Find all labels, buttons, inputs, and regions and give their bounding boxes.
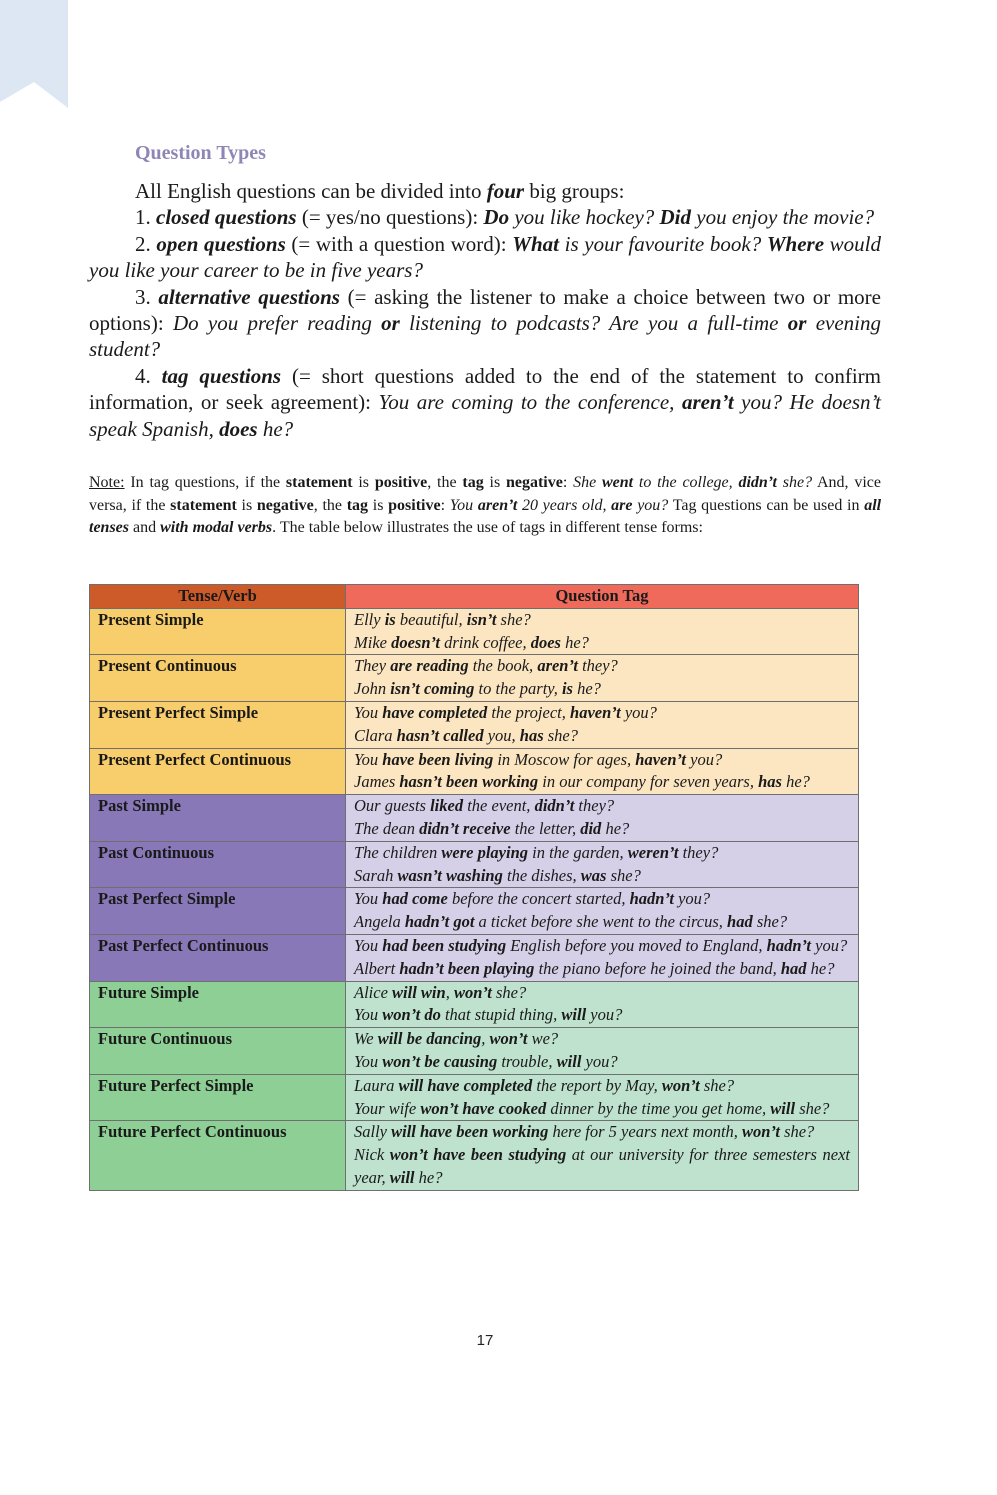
- example-bold: has: [519, 725, 544, 745]
- group-definition: (= asking the listener to make a choice between two or more options):: [89, 284, 882, 336]
- table-row: [90, 608, 859, 655]
- example-bold: is: [384, 609, 396, 629]
- example-bold: had come: [382, 889, 448, 909]
- tense-cell: Present Perfect Continuous: [90, 748, 346, 795]
- example-sentence: [354, 982, 850, 1005]
- example-text: you like hockey?: [509, 205, 660, 230]
- header-tense-verb: Tense/Verb: [90, 585, 346, 609]
- example-bold: does: [530, 632, 561, 652]
- table-row: [90, 934, 859, 981]
- table-row: [90, 1121, 859, 1190]
- section-heading: Question Types: [135, 142, 266, 164]
- example-text: in Moscow for ages,: [493, 749, 636, 769]
- example-bold: will: [556, 1051, 582, 1071]
- example-bold: doesn’t: [391, 632, 440, 652]
- example-text: The children: [354, 842, 442, 862]
- note-bold: negative: [256, 496, 314, 514]
- table-row: [90, 795, 859, 842]
- tag-example-cell: [346, 1028, 859, 1075]
- tag-example-cell: [346, 934, 859, 981]
- example-bold: aren’t: [681, 390, 734, 415]
- example-text: a ticket before she went to the circus,: [474, 912, 728, 932]
- example-text: You: [354, 1005, 383, 1025]
- note-label: Note:: [89, 474, 125, 491]
- intro-text: All English questions can be divided into: [135, 179, 487, 203]
- example-text: Sarah: [354, 865, 398, 885]
- note-text: Tag questions can be used in: [668, 496, 865, 514]
- example-sentence: [354, 958, 850, 981]
- tense-cell: Past Simple: [90, 795, 346, 842]
- page-corner-decoration: [0, 0, 68, 108]
- group-open-questions: [89, 231, 881, 284]
- example-text: Mike: [354, 632, 392, 652]
- tense-cell: Future Perfect Simple: [90, 1074, 346, 1121]
- example-bold: haven’t: [635, 749, 687, 769]
- example-sentence: [354, 1051, 850, 1074]
- example-bold: won’t: [661, 1075, 700, 1095]
- example-text: they?: [577, 656, 618, 676]
- example-text: beautiful,: [395, 609, 467, 629]
- example-text: They: [354, 656, 391, 676]
- example-sentence: [354, 1121, 850, 1144]
- example-bold: What: [512, 231, 559, 256]
- example-sentence: [354, 771, 850, 794]
- page-number: 17: [476, 1332, 494, 1349]
- example-bold: didn’t: [534, 796, 575, 816]
- tag-example-cell: [346, 655, 859, 702]
- example-text: they?: [678, 842, 719, 862]
- tense-cell: Future Simple: [90, 981, 346, 1028]
- table-row: [90, 841, 859, 888]
- note-text: And, vice versa, if the: [89, 474, 881, 514]
- example-text: Alice: [354, 982, 393, 1002]
- example-text: Clara: [354, 725, 397, 745]
- example-text: he?: [781, 772, 810, 792]
- note-text: :: [440, 496, 450, 514]
- example-text: Laura: [354, 1075, 399, 1095]
- example-bold: will be dancing: [377, 1029, 482, 1049]
- example-text: English before you moved to England,: [506, 935, 767, 955]
- example-text: the book,: [468, 656, 538, 676]
- example-bold: Where: [766, 231, 825, 256]
- example-sentence: [354, 935, 850, 958]
- example-text: drink coffee,: [440, 632, 531, 652]
- example-text: at our university for three semesters next year,: [354, 1145, 850, 1187]
- example-bold: hasn’t been working: [399, 772, 539, 792]
- body-text: [89, 178, 881, 442]
- example-text: you? He doesn’t speak Spanish,: [89, 390, 881, 441]
- note-text: is: [352, 474, 375, 491]
- example-bold: is: [561, 679, 573, 699]
- example-text: Do you prefer reading: [172, 311, 382, 336]
- tag-example-cell: [346, 1074, 859, 1121]
- example-sentence: [354, 865, 850, 888]
- example-bold: Do: [483, 205, 510, 230]
- example-text: the piano before he joined the band,: [534, 958, 781, 978]
- note-example: you?: [632, 496, 669, 514]
- example-bold: hadn’t: [766, 935, 811, 955]
- example-sentence: [354, 795, 850, 818]
- example-text: You: [354, 749, 383, 769]
- tag-example-cell: [346, 701, 859, 748]
- example-text: Albert: [354, 958, 400, 978]
- group-term: tag questions: [161, 363, 282, 388]
- example-text: evening student?: [89, 311, 882, 362]
- example-text: We: [354, 1029, 378, 1049]
- example-text: she?: [752, 912, 788, 932]
- table-body: [90, 608, 859, 1190]
- note-text: and: [129, 519, 161, 536]
- tense-cell: Future Perfect Continuous: [90, 1121, 346, 1190]
- example-sentence: [354, 749, 850, 772]
- example-text: the event,: [463, 796, 535, 816]
- example-text: The dean: [354, 818, 420, 838]
- example-bold: won’t: [489, 1029, 528, 1049]
- note-text: , the: [427, 474, 463, 491]
- group-alternative-questions: [89, 284, 881, 363]
- note-example: She: [573, 474, 602, 491]
- tag-example-cell: [346, 795, 859, 842]
- example-text: to the party,: [474, 679, 562, 699]
- example-text: you?: [586, 1005, 623, 1025]
- note-bold: negative: [505, 474, 563, 491]
- example-bold: does: [219, 416, 258, 441]
- example-text: you?: [620, 702, 657, 722]
- example-text: he?: [414, 1167, 443, 1187]
- example-text: ,: [445, 982, 454, 1002]
- table-row: [90, 748, 859, 795]
- table-row: [90, 1028, 859, 1075]
- example-sentence: [354, 609, 850, 632]
- example-bold: hasn’t called: [396, 725, 484, 745]
- table-row: [90, 888, 859, 935]
- example-bold: was: [580, 865, 607, 885]
- table-row: [90, 701, 859, 748]
- example-bold: did: [580, 818, 602, 838]
- example-bold: won’t have cooked: [420, 1098, 547, 1118]
- note-example-bold: didn’t: [738, 474, 777, 491]
- table-row: [90, 981, 859, 1028]
- example-bold: will have completed: [398, 1075, 533, 1095]
- example-bold: liked: [430, 796, 464, 816]
- tag-example-cell: [346, 608, 859, 655]
- example-text: he?: [560, 632, 589, 652]
- note-example: You: [449, 496, 478, 514]
- example-bold: has: [758, 772, 782, 792]
- example-text: you?: [686, 749, 723, 769]
- tense-cell: Future Continuous: [90, 1028, 346, 1075]
- example-text: he?: [806, 958, 835, 978]
- example-sentence: [354, 632, 850, 655]
- example-text: Nick: [354, 1145, 390, 1165]
- example-sentence: [354, 1144, 850, 1190]
- note-example: to the college,: [633, 474, 739, 491]
- example-bold: haven’t: [570, 702, 621, 722]
- group-number: 4.: [135, 363, 162, 388]
- example-text: you?: [811, 935, 848, 955]
- example-bold: have been living: [382, 749, 494, 769]
- example-text: Sally: [354, 1122, 392, 1142]
- example-bold: are reading: [390, 656, 469, 676]
- question-tag-table: [89, 584, 859, 1191]
- tense-cell: Present Simple: [90, 608, 346, 655]
- group-number: 2.: [135, 231, 157, 256]
- example-sentence: [354, 888, 850, 911]
- example-text: she?: [496, 609, 531, 629]
- example-text: You are coming to the conference,: [378, 390, 682, 415]
- tense-cell: Present Continuous: [90, 655, 346, 702]
- example-text: James: [354, 772, 400, 792]
- note-text: , the: [313, 496, 347, 514]
- example-text: he?: [257, 416, 294, 441]
- example-text: he?: [601, 818, 630, 838]
- group-term: closed questions: [156, 205, 297, 230]
- example-sentence: [354, 702, 850, 725]
- example-sentence: [354, 1028, 850, 1051]
- note-text: is: [368, 496, 389, 514]
- example-bold: won’t be causing: [382, 1051, 498, 1071]
- note-bold: tag: [462, 474, 484, 491]
- header-question-tag: Question Tag: [346, 585, 859, 609]
- note-text: is: [483, 474, 506, 491]
- note-example: she?: [776, 474, 813, 491]
- example-text: here for 5 years next month,: [548, 1122, 743, 1142]
- example-bold: hadn’t: [629, 889, 674, 909]
- example-text: you?: [673, 889, 711, 909]
- example-bold: wasn’t washing: [397, 865, 503, 885]
- example-text: she?: [543, 725, 579, 745]
- group-term: open questions: [156, 231, 286, 256]
- example-bold: were playing: [441, 842, 528, 862]
- example-text: trouble,: [497, 1051, 557, 1071]
- example-bold: had: [727, 912, 753, 932]
- example-bold: won’t: [453, 982, 492, 1002]
- note-example-bold: aren’t: [477, 496, 518, 514]
- note-bold: positive: [388, 496, 441, 514]
- group-number: 3.: [135, 284, 159, 309]
- example-text: You: [354, 702, 383, 722]
- example-sentence: [354, 1075, 850, 1098]
- example-text: dinner by the time you get home,: [546, 1098, 771, 1118]
- example-text: You: [354, 889, 383, 909]
- example-sentence: [354, 655, 850, 678]
- example-bold: will have been working: [391, 1122, 549, 1142]
- group-definition: (= yes/no questions):: [296, 205, 484, 230]
- tense-cell: Past Perfect Continuous: [90, 934, 346, 981]
- table-row: [90, 655, 859, 702]
- intro-text: big groups:: [524, 179, 625, 203]
- example-bold: isn’t coming: [390, 679, 475, 699]
- example-sentence: [354, 725, 850, 748]
- example-text: Angela: [354, 912, 405, 932]
- intro-emphasis: four: [486, 179, 525, 203]
- example-bold: hadn’t been playing: [399, 958, 535, 978]
- group-number: 1.: [135, 205, 156, 230]
- tag-example-cell: [346, 748, 859, 795]
- example-text: she?: [606, 865, 641, 885]
- example-text: they?: [574, 796, 615, 816]
- example-text: ,: [481, 1029, 490, 1049]
- group-tag-questions: [89, 363, 881, 442]
- example-bold: will: [770, 1098, 796, 1118]
- example-text: she?: [491, 982, 527, 1002]
- example-text: the project,: [487, 702, 571, 722]
- example-text: would you like your career to be in five years?: [89, 231, 882, 283]
- example-bold: will: [389, 1167, 415, 1187]
- example-bold: won’t do: [382, 1005, 441, 1025]
- note-text: In tag questions, if the: [124, 474, 286, 491]
- note-example: 20 years old,: [517, 496, 612, 514]
- example-bold: isn’t: [466, 609, 497, 629]
- tag-example-cell: [346, 888, 859, 935]
- note-example-bold: are: [611, 496, 633, 514]
- example-bold: or: [381, 311, 400, 336]
- example-sentence: [354, 911, 850, 934]
- tense-cell: Past Perfect Simple: [90, 888, 346, 935]
- example-bold: weren’t: [627, 842, 679, 862]
- example-sentence: [354, 678, 850, 701]
- table-row: [90, 1074, 859, 1121]
- example-bold: aren’t: [537, 656, 578, 676]
- example-text: You: [354, 935, 383, 955]
- note-example-bold: all tenses: [89, 496, 882, 536]
- example-text: Elly: [354, 609, 385, 629]
- note-example-bold: with modal verbs: [160, 519, 273, 536]
- example-text: You: [354, 1051, 383, 1071]
- example-text: that stupid thing,: [440, 1005, 562, 1025]
- note-bold: positive: [374, 474, 428, 491]
- example-text: she?: [795, 1098, 830, 1118]
- example-text: you enjoy the movie?: [691, 205, 875, 230]
- example-text: the report by May,: [532, 1075, 662, 1095]
- example-text: we?: [527, 1029, 559, 1049]
- example-sentence: [354, 842, 850, 865]
- note-paragraph: [89, 472, 881, 540]
- note-bold: statement: [170, 496, 237, 514]
- intro-paragraph: [89, 178, 881, 204]
- table-header-row: [90, 585, 859, 609]
- example-bold: won’t: [742, 1122, 780, 1142]
- tag-example-cell: [346, 841, 859, 888]
- note-text: is: [236, 496, 257, 514]
- tense-cell: Present Perfect Simple: [90, 701, 346, 748]
- example-bold: hadn’t got: [404, 912, 475, 932]
- example-text: you?: [581, 1051, 618, 1071]
- example-text: the dishes,: [502, 865, 581, 885]
- example-text: before the concert started,: [447, 889, 630, 909]
- group-term: alternative questions: [158, 284, 340, 309]
- example-sentence: [354, 818, 850, 841]
- tag-example-cell: [346, 1121, 859, 1190]
- note-text: :: [562, 474, 574, 491]
- example-bold: had been studying: [382, 935, 507, 955]
- example-text: listening to podcasts? Are you a full-time: [399, 311, 788, 336]
- example-text: the letter,: [510, 818, 581, 838]
- example-text: Your wife: [354, 1098, 421, 1118]
- example-bold: didn’t receive: [419, 818, 511, 838]
- example-sentence: [354, 1004, 850, 1027]
- example-text: in our company for seven years,: [538, 772, 759, 792]
- example-bold: have completed: [382, 702, 488, 722]
- example-bold: Did: [659, 205, 692, 230]
- example-sentence: [354, 1098, 850, 1121]
- note-bold: statement: [285, 474, 353, 491]
- group-closed-questions: [89, 204, 881, 230]
- example-text: John: [354, 679, 391, 699]
- example-bold: will win: [392, 982, 446, 1002]
- note-example-bold: went: [601, 474, 634, 491]
- group-definition: (= with a question word):: [285, 231, 513, 256]
- example-text: he?: [572, 679, 601, 699]
- example-text: in the garden,: [528, 842, 628, 862]
- example-bold: had: [780, 958, 807, 978]
- example-text: she?: [699, 1075, 735, 1095]
- example-text: is your favourite book?: [558, 231, 767, 256]
- example-text: Our guests: [354, 796, 431, 816]
- group-definition: (= short questions added to the end of the statement to confirm information, or seek agreement):: [89, 363, 881, 415]
- tag-example-cell: [346, 981, 859, 1028]
- example-text: she?: [779, 1122, 815, 1142]
- example-bold: or: [787, 311, 807, 336]
- example-bold: will: [561, 1005, 587, 1025]
- example-text: you,: [483, 725, 520, 745]
- tense-cell: Past Continuous: [90, 841, 346, 888]
- note-text: . The table below illustrates the use of tags in different tense forms:: [272, 519, 703, 536]
- note-bold: tag: [346, 496, 369, 514]
- example-bold: won’t have been studying: [389, 1145, 567, 1165]
